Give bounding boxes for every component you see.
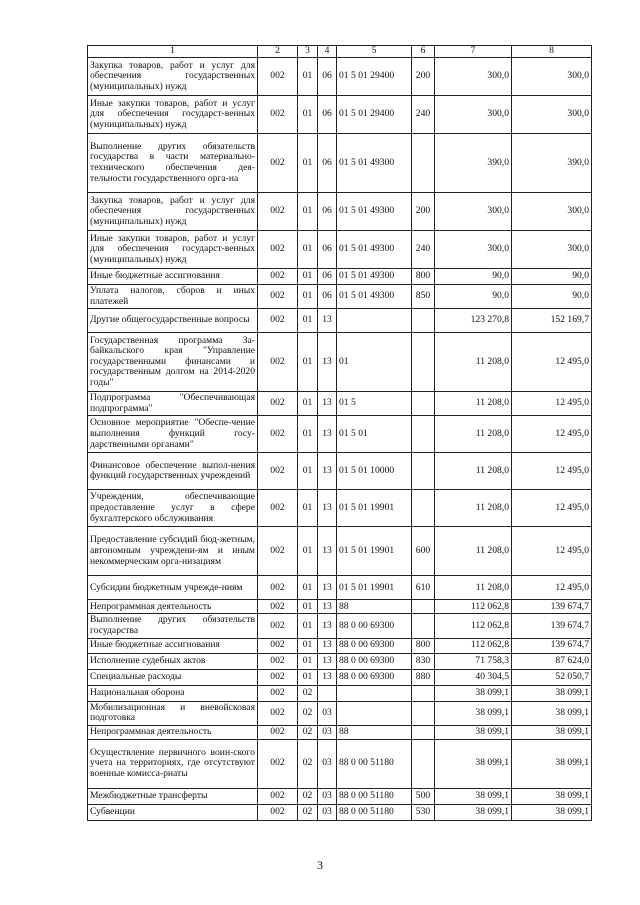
target-item-cell: 88 0 00 51180 — [337, 788, 412, 804]
section-cell: 02 — [298, 788, 318, 804]
row-name-cell: Иные бюджетные ассигнования — [88, 269, 258, 285]
section-cell: 02 — [298, 701, 318, 725]
target-item-cell: 01 5 01 49300 — [337, 269, 412, 285]
amount-year2-cell: 12 495,0 — [512, 490, 592, 527]
amount-year1-cell: 300,0 — [435, 96, 512, 134]
table-body — [88, 46, 592, 821]
expense-type-cell — [412, 739, 435, 788]
amount-year2-cell: 139 674,7 — [512, 638, 592, 653]
target-item-cell: 01 5 01 10000 — [337, 453, 412, 490]
expense-type-cell: 200 — [412, 58, 435, 96]
table-row — [88, 725, 592, 739]
amount-year1-cell: 38 099,1 — [435, 685, 512, 701]
target-item-cell: 88 0 00 69300 — [337, 653, 412, 669]
section-cell: 01 — [298, 416, 318, 453]
row-name-cell: Иные бюджетные ассигнования — [88, 638, 258, 653]
amount-year1-cell: 123 270,8 — [435, 309, 512, 333]
section-cell: 02 — [298, 685, 318, 701]
chapter-cell: 002 — [258, 309, 298, 333]
table-row — [88, 96, 592, 134]
table-row — [88, 527, 592, 576]
row-name-cell: Подпрограмма "Обеспечивающая подпрограмма" — [88, 392, 258, 416]
amount-year2-cell: 152 169,7 — [512, 309, 592, 333]
section-cell: 01 — [298, 285, 318, 309]
target-item-cell — [337, 309, 412, 333]
amount-year1-cell: 90,0 — [435, 285, 512, 309]
row-name-cell: Выполнение других обязательств государства в части материально-технического обеспечения дея-тельности государственного орга-на — [88, 134, 258, 193]
row-name-cell: Закупка товаров, работ и услуг для обеспечения государственных (муниципальных) нужд — [88, 58, 258, 96]
subsection-cell: 13 — [318, 416, 337, 453]
target-item-cell: 01 5 01 49300 — [337, 193, 412, 231]
chapter-cell: 002 — [258, 614, 298, 638]
chapter-cell: 002 — [258, 490, 298, 527]
chapter-cell: 002 — [258, 453, 298, 490]
subsection-cell: 13 — [318, 653, 337, 669]
section-cell: 01 — [298, 614, 318, 638]
subsection-cell: 13 — [318, 576, 337, 600]
table-row — [88, 453, 592, 490]
expense-type-cell — [412, 701, 435, 725]
section-cell: 02 — [298, 739, 318, 788]
expense-type-cell — [412, 490, 435, 527]
target-item-cell — [337, 701, 412, 725]
header-cell: 3 — [298, 46, 318, 58]
row-name-cell: Выполнение других обязательств государства — [88, 614, 258, 638]
amount-year2-cell: 90,0 — [512, 269, 592, 285]
chapter-cell: 002 — [258, 788, 298, 804]
section-cell: 01 — [298, 58, 318, 96]
subsection-cell: 13 — [318, 453, 337, 490]
amount-year1-cell: 11 208,0 — [435, 576, 512, 600]
amount-year2-cell: 12 495,0 — [512, 333, 592, 392]
amount-year1-cell: 112 062,8 — [435, 600, 512, 614]
section-cell: 01 — [298, 134, 318, 193]
row-name-cell: Субсидии бюджетным учрежде-ниям — [88, 576, 258, 600]
target-item-cell: 88 0 00 69300 — [337, 638, 412, 653]
table-row — [88, 614, 592, 638]
amount-year1-cell: 38 099,1 — [435, 739, 512, 788]
amount-year2-cell: 52 050,7 — [512, 669, 592, 685]
expense-type-cell: 800 — [412, 638, 435, 653]
row-name-cell: Закупка товаров, работ и услуг для обеспечения государственных (муниципальных) нужд — [88, 193, 258, 231]
section-cell: 01 — [298, 392, 318, 416]
header-cell: 2 — [258, 46, 298, 58]
row-name-cell: Субвенции — [88, 804, 258, 820]
chapter-cell: 002 — [258, 231, 298, 269]
chapter-cell: 002 — [258, 416, 298, 453]
expense-type-cell: 240 — [412, 231, 435, 269]
section-cell: 01 — [298, 653, 318, 669]
target-item-cell: 88 0 00 69300 — [337, 614, 412, 638]
page-number: 3 — [317, 858, 323, 872]
target-item-cell: 88 0 00 51180 — [337, 739, 412, 788]
chapter-cell: 002 — [258, 58, 298, 96]
amount-year1-cell: 390,0 — [435, 134, 512, 193]
target-item-cell: 88 0 00 69300 — [337, 669, 412, 685]
header-cell: 6 — [412, 46, 435, 58]
amount-year2-cell: 90,0 — [512, 285, 592, 309]
subsection-cell — [318, 685, 337, 701]
table-row — [88, 490, 592, 527]
amount-year1-cell: 38 099,1 — [435, 725, 512, 739]
row-name-cell: Уплата налогов, сборов и иных платежей — [88, 285, 258, 309]
amount-year1-cell: 112 062,8 — [435, 614, 512, 638]
expense-type-cell — [412, 333, 435, 392]
amount-year2-cell: 12 495,0 — [512, 576, 592, 600]
table-row — [88, 309, 592, 333]
target-item-cell: 88 — [337, 725, 412, 739]
target-item-cell: 01 5 01 29400 — [337, 58, 412, 96]
amount-year2-cell: 38 099,1 — [512, 788, 592, 804]
target-item-cell: 01 — [337, 333, 412, 392]
amount-year1-cell: 38 099,1 — [435, 788, 512, 804]
section-cell: 01 — [298, 638, 318, 653]
section-cell: 01 — [298, 669, 318, 685]
table-row — [88, 701, 592, 725]
expense-type-cell — [412, 685, 435, 701]
target-item-cell: 88 — [337, 600, 412, 614]
subsection-cell: 06 — [318, 96, 337, 134]
table-row — [88, 269, 592, 285]
amount-year2-cell: 87 624,0 — [512, 653, 592, 669]
chapter-cell: 002 — [258, 134, 298, 193]
section-cell: 01 — [298, 453, 318, 490]
table-row — [88, 231, 592, 269]
subsection-cell: 06 — [318, 193, 337, 231]
expense-type-cell: 200 — [412, 193, 435, 231]
subsection-cell: 13 — [318, 333, 337, 392]
subsection-cell: 06 — [318, 58, 337, 96]
subsection-cell: 13 — [318, 490, 337, 527]
expense-type-cell: 530 — [412, 804, 435, 820]
amount-year1-cell: 40 304,5 — [435, 669, 512, 685]
amount-year2-cell: 38 099,1 — [512, 701, 592, 725]
amount-year2-cell: 38 099,1 — [512, 725, 592, 739]
amount-year1-cell: 11 208,0 — [435, 333, 512, 392]
subsection-cell: 13 — [318, 669, 337, 685]
table-row — [88, 669, 592, 685]
table-row — [88, 58, 592, 96]
table-row — [88, 392, 592, 416]
target-item-cell: 01 5 01 49300 — [337, 285, 412, 309]
target-item-cell: 01 5 01 19901 — [337, 527, 412, 576]
table-row — [88, 600, 592, 614]
row-name-cell: Национальная оборона — [88, 685, 258, 701]
subsection-cell: 13 — [318, 600, 337, 614]
table-row — [88, 285, 592, 309]
target-item-cell: 01 5 01 — [337, 416, 412, 453]
subsection-cell: 03 — [318, 725, 337, 739]
table-row — [88, 576, 592, 600]
expense-type-cell — [412, 725, 435, 739]
amount-year1-cell: 38 099,1 — [435, 804, 512, 820]
table-row — [88, 134, 592, 193]
section-cell: 01 — [298, 96, 318, 134]
amount-year2-cell: 12 495,0 — [512, 527, 592, 576]
expense-type-cell: 610 — [412, 576, 435, 600]
chapter-cell: 002 — [258, 739, 298, 788]
target-item-cell: 01 5 01 19901 — [337, 576, 412, 600]
amount-year2-cell: 12 495,0 — [512, 453, 592, 490]
target-item-cell: 01 5 01 29400 — [337, 96, 412, 134]
amount-year2-cell: 390,0 — [512, 134, 592, 193]
target-item-cell: 88 0 00 51180 — [337, 804, 412, 820]
target-item-cell: 01 5 01 49300 — [337, 134, 412, 193]
subsection-cell: 06 — [318, 134, 337, 193]
chapter-cell: 002 — [258, 600, 298, 614]
header-cell: 7 — [435, 46, 512, 58]
amount-year2-cell: 300,0 — [512, 58, 592, 96]
chapter-cell: 002 — [258, 725, 298, 739]
amount-year1-cell: 38 099,1 — [435, 701, 512, 725]
amount-year2-cell: 300,0 — [512, 231, 592, 269]
chapter-cell: 002 — [258, 269, 298, 285]
amount-year1-cell: 112 062,8 — [435, 638, 512, 653]
subsection-cell: 13 — [318, 527, 337, 576]
expense-type-cell — [412, 309, 435, 333]
chapter-cell: 002 — [258, 701, 298, 725]
chapter-cell: 002 — [258, 804, 298, 820]
amount-year1-cell: 90,0 — [435, 269, 512, 285]
expense-type-cell — [412, 614, 435, 638]
subsection-cell: 13 — [318, 309, 337, 333]
row-name-cell: Специальные расходы — [88, 669, 258, 685]
table-row — [88, 193, 592, 231]
amount-year2-cell: 139 674,7 — [512, 600, 592, 614]
expense-type-cell — [412, 416, 435, 453]
table-row — [88, 804, 592, 820]
expense-type-cell: 880 — [412, 669, 435, 685]
amount-year2-cell: 38 099,1 — [512, 804, 592, 820]
target-item-cell: 01 5 — [337, 392, 412, 416]
expense-type-cell: 800 — [412, 269, 435, 285]
row-name-cell: Предоставление субсидий бюд-жетным, автономным учреждени-ям и иным некоммерческим орга-низациям — [88, 527, 258, 576]
row-name-cell: Осуществление первичного воин-ского учета на территориях, где отсутствуют военные комисса-риаты — [88, 739, 258, 788]
subsection-cell: 03 — [318, 804, 337, 820]
chapter-cell: 002 — [258, 392, 298, 416]
section-cell: 01 — [298, 193, 318, 231]
header-cell: 8 — [512, 46, 592, 58]
expense-type-cell: 500 — [412, 788, 435, 804]
row-name-cell: Межбюджетные трансферты — [88, 788, 258, 804]
amount-year1-cell: 300,0 — [435, 58, 512, 96]
chapter-cell: 002 — [258, 638, 298, 653]
amount-year1-cell: 11 208,0 — [435, 527, 512, 576]
expense-type-cell: 600 — [412, 527, 435, 576]
amount-year2-cell: 139 674,7 — [512, 614, 592, 638]
chapter-cell: 002 — [258, 333, 298, 392]
chapter-cell: 002 — [258, 576, 298, 600]
table-row — [88, 739, 592, 788]
section-cell: 01 — [298, 600, 318, 614]
section-cell: 02 — [298, 725, 318, 739]
row-name-cell: Другие общегосударственные вопросы — [88, 309, 258, 333]
header-cell: 4 — [318, 46, 337, 58]
amount-year1-cell: 11 208,0 — [435, 453, 512, 490]
subsection-cell: 13 — [318, 392, 337, 416]
amount-year2-cell: 38 099,1 — [512, 685, 592, 701]
chapter-cell: 002 — [258, 653, 298, 669]
expense-type-cell: 240 — [412, 96, 435, 134]
table-row — [88, 638, 592, 653]
row-name-cell: Государственная программа За-байкальского края "Управление государственными финансами и государственным долгом на 2014-2020 годы" — [88, 333, 258, 392]
subsection-cell: 03 — [318, 739, 337, 788]
row-name-cell: Иные закупки товаров, работ и услуг для обеспечения государст-венных (муниципальных) нужд — [88, 231, 258, 269]
table-row — [88, 788, 592, 804]
row-name-cell: Исполнение судебных актов — [88, 653, 258, 669]
table-row — [88, 416, 592, 453]
amount-year2-cell: 12 495,0 — [512, 416, 592, 453]
amount-year1-cell: 71 758,3 — [435, 653, 512, 669]
chapter-cell: 002 — [258, 669, 298, 685]
section-cell: 01 — [298, 231, 318, 269]
amount-year2-cell: 12 495,0 — [512, 392, 592, 416]
section-cell: 01 — [298, 333, 318, 392]
row-name-cell: Непрограммная деятельность — [88, 600, 258, 614]
section-cell: 01 — [298, 269, 318, 285]
header-cell: 1 — [88, 46, 258, 58]
subsection-cell: 13 — [318, 638, 337, 653]
subsection-cell: 06 — [318, 231, 337, 269]
amount-year1-cell: 11 208,0 — [435, 416, 512, 453]
table-row — [88, 685, 592, 701]
amount-year2-cell: 300,0 — [512, 193, 592, 231]
subsection-cell: 06 — [318, 285, 337, 309]
subsection-cell: 13 — [318, 614, 337, 638]
table-row — [88, 333, 592, 392]
row-name-cell: Непрограммная деятельность — [88, 725, 258, 739]
expense-type-cell — [412, 453, 435, 490]
subsection-cell: 06 — [318, 269, 337, 285]
chapter-cell: 002 — [258, 685, 298, 701]
chapter-cell: 002 — [258, 527, 298, 576]
section-cell: 01 — [298, 576, 318, 600]
chapter-cell: 002 — [258, 285, 298, 309]
subsection-cell: 03 — [318, 701, 337, 725]
amount-year1-cell: 300,0 — [435, 193, 512, 231]
amount-year1-cell: 11 208,0 — [435, 490, 512, 527]
amount-year1-cell: 300,0 — [435, 231, 512, 269]
section-cell: 01 — [298, 309, 318, 333]
row-name-cell: Финансовое обеспечение выпол-нения функций государственных учреждений — [88, 453, 258, 490]
section-cell: 02 — [298, 804, 318, 820]
target-item-cell: 01 5 01 19901 — [337, 490, 412, 527]
section-cell: 01 — [298, 527, 318, 576]
table-header-row — [88, 46, 592, 58]
budget-table — [87, 45, 592, 821]
expense-type-cell: 830 — [412, 653, 435, 669]
row-name-cell: Основное мероприятие "Обеспе-чение выполнения функций госу-дарственными органами" — [88, 416, 258, 453]
section-cell: 01 — [298, 490, 318, 527]
expense-type-cell — [412, 134, 435, 193]
expense-type-cell — [412, 600, 435, 614]
expense-type-cell: 850 — [412, 285, 435, 309]
amount-year1-cell: 11 208,0 — [435, 392, 512, 416]
row-name-cell: Иные закупки товаров, работ и услуг для обеспечения государст-венных (муниципальных) нужд — [88, 96, 258, 134]
header-cell: 5 — [337, 46, 412, 58]
row-name-cell: Учреждения, обеспечивающие предоставление услуг в сфере бухгалтерского обслуживания — [88, 490, 258, 527]
target-item-cell — [337, 685, 412, 701]
row-name-cell: Мобилизационная и вневойсковая подготовка — [88, 701, 258, 725]
target-item-cell: 01 5 01 49300 — [337, 231, 412, 269]
amount-year2-cell: 38 099,1 — [512, 739, 592, 788]
chapter-cell: 002 — [258, 193, 298, 231]
expense-type-cell — [412, 392, 435, 416]
table-row — [88, 653, 592, 669]
amount-year2-cell: 300,0 — [512, 96, 592, 134]
subsection-cell: 03 — [318, 788, 337, 804]
chapter-cell: 002 — [258, 96, 298, 134]
